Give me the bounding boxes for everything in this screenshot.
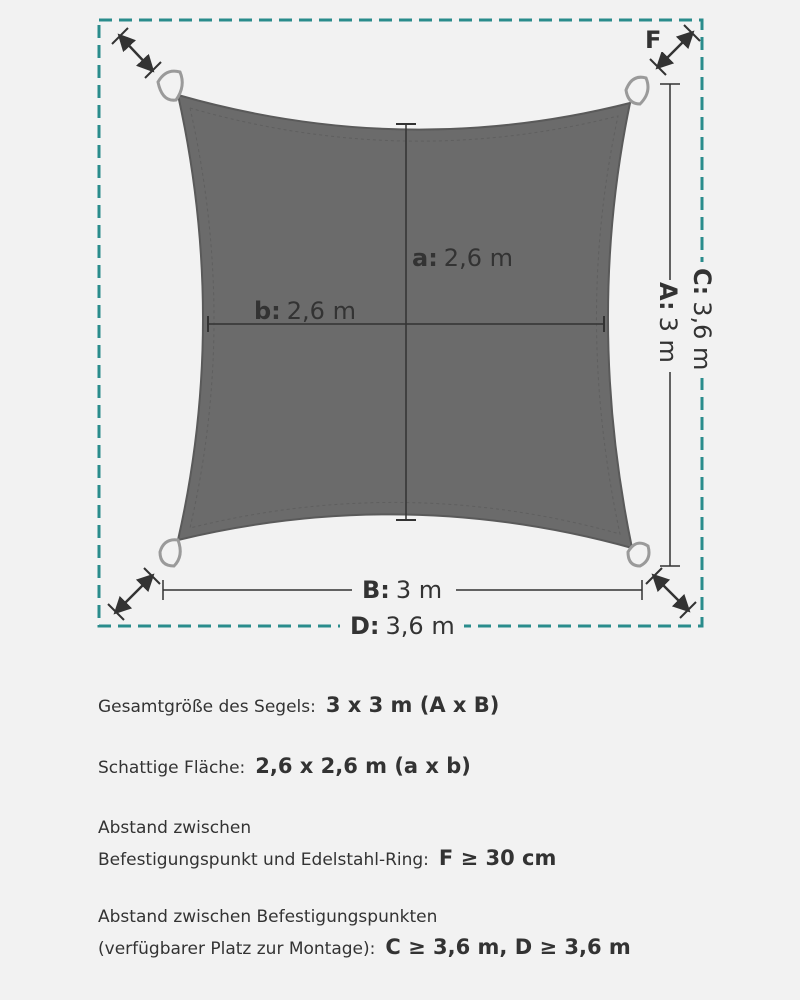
ring-bottom-right	[628, 543, 649, 566]
ring-bottom-left	[160, 540, 180, 566]
spec-ring-distance-value: F ≥ 30 cm	[438, 846, 557, 870]
space-c-label: C:3,6 m	[688, 268, 716, 371]
spec-mount-distance	[98, 902, 631, 964]
shade-width-label: a: 2,6 m	[412, 244, 513, 272]
space-d-label: D: 3,6 m	[350, 612, 455, 640]
spec-ring-distance-line2: Befestigungspunkt und Edelstahl-Ring:	[98, 850, 429, 870]
spec-shaded-area-value: 2,6 x 2,6 m (a x b)	[255, 754, 471, 778]
spec-mount-distance-line2: (verfügbarer Platz zur Montage):	[98, 939, 376, 959]
spec-total-size-value: 3 x 3 m (A x B)	[325, 693, 500, 717]
spec-total-size	[98, 690, 499, 722]
spec-mount-distance-line1: Abstand zwischen Befestigungspunkten	[98, 907, 438, 927]
side-a-label: A:3 m	[654, 282, 682, 363]
side-b-label: B: 3 m	[362, 576, 443, 604]
ring-distance-label: F	[645, 26, 662, 54]
shade-depth-label: b: 2,6 m	[254, 297, 356, 325]
spec-total-size-label: Gesamtgröße des Segels:	[98, 697, 316, 717]
ring-top-left	[158, 71, 182, 100]
ring-distance-arrow-bottom-left	[116, 576, 152, 612]
ring-distance-arrow-bottom-right	[654, 576, 688, 610]
ring-top-right	[626, 77, 648, 104]
spec-shaded-area	[98, 751, 471, 783]
spec-ring-distance-line1: Abstand zwischen	[98, 818, 252, 838]
ring-distance-arrow-top-left	[120, 36, 152, 70]
spec-mount-distance-value: C ≥ 3,6 m, D ≥ 3,6 m	[385, 935, 631, 959]
spec-shaded-area-label: Schattige Fläche:	[98, 758, 246, 778]
shade-sail	[178, 95, 632, 548]
spec-ring-distance	[98, 813, 556, 875]
